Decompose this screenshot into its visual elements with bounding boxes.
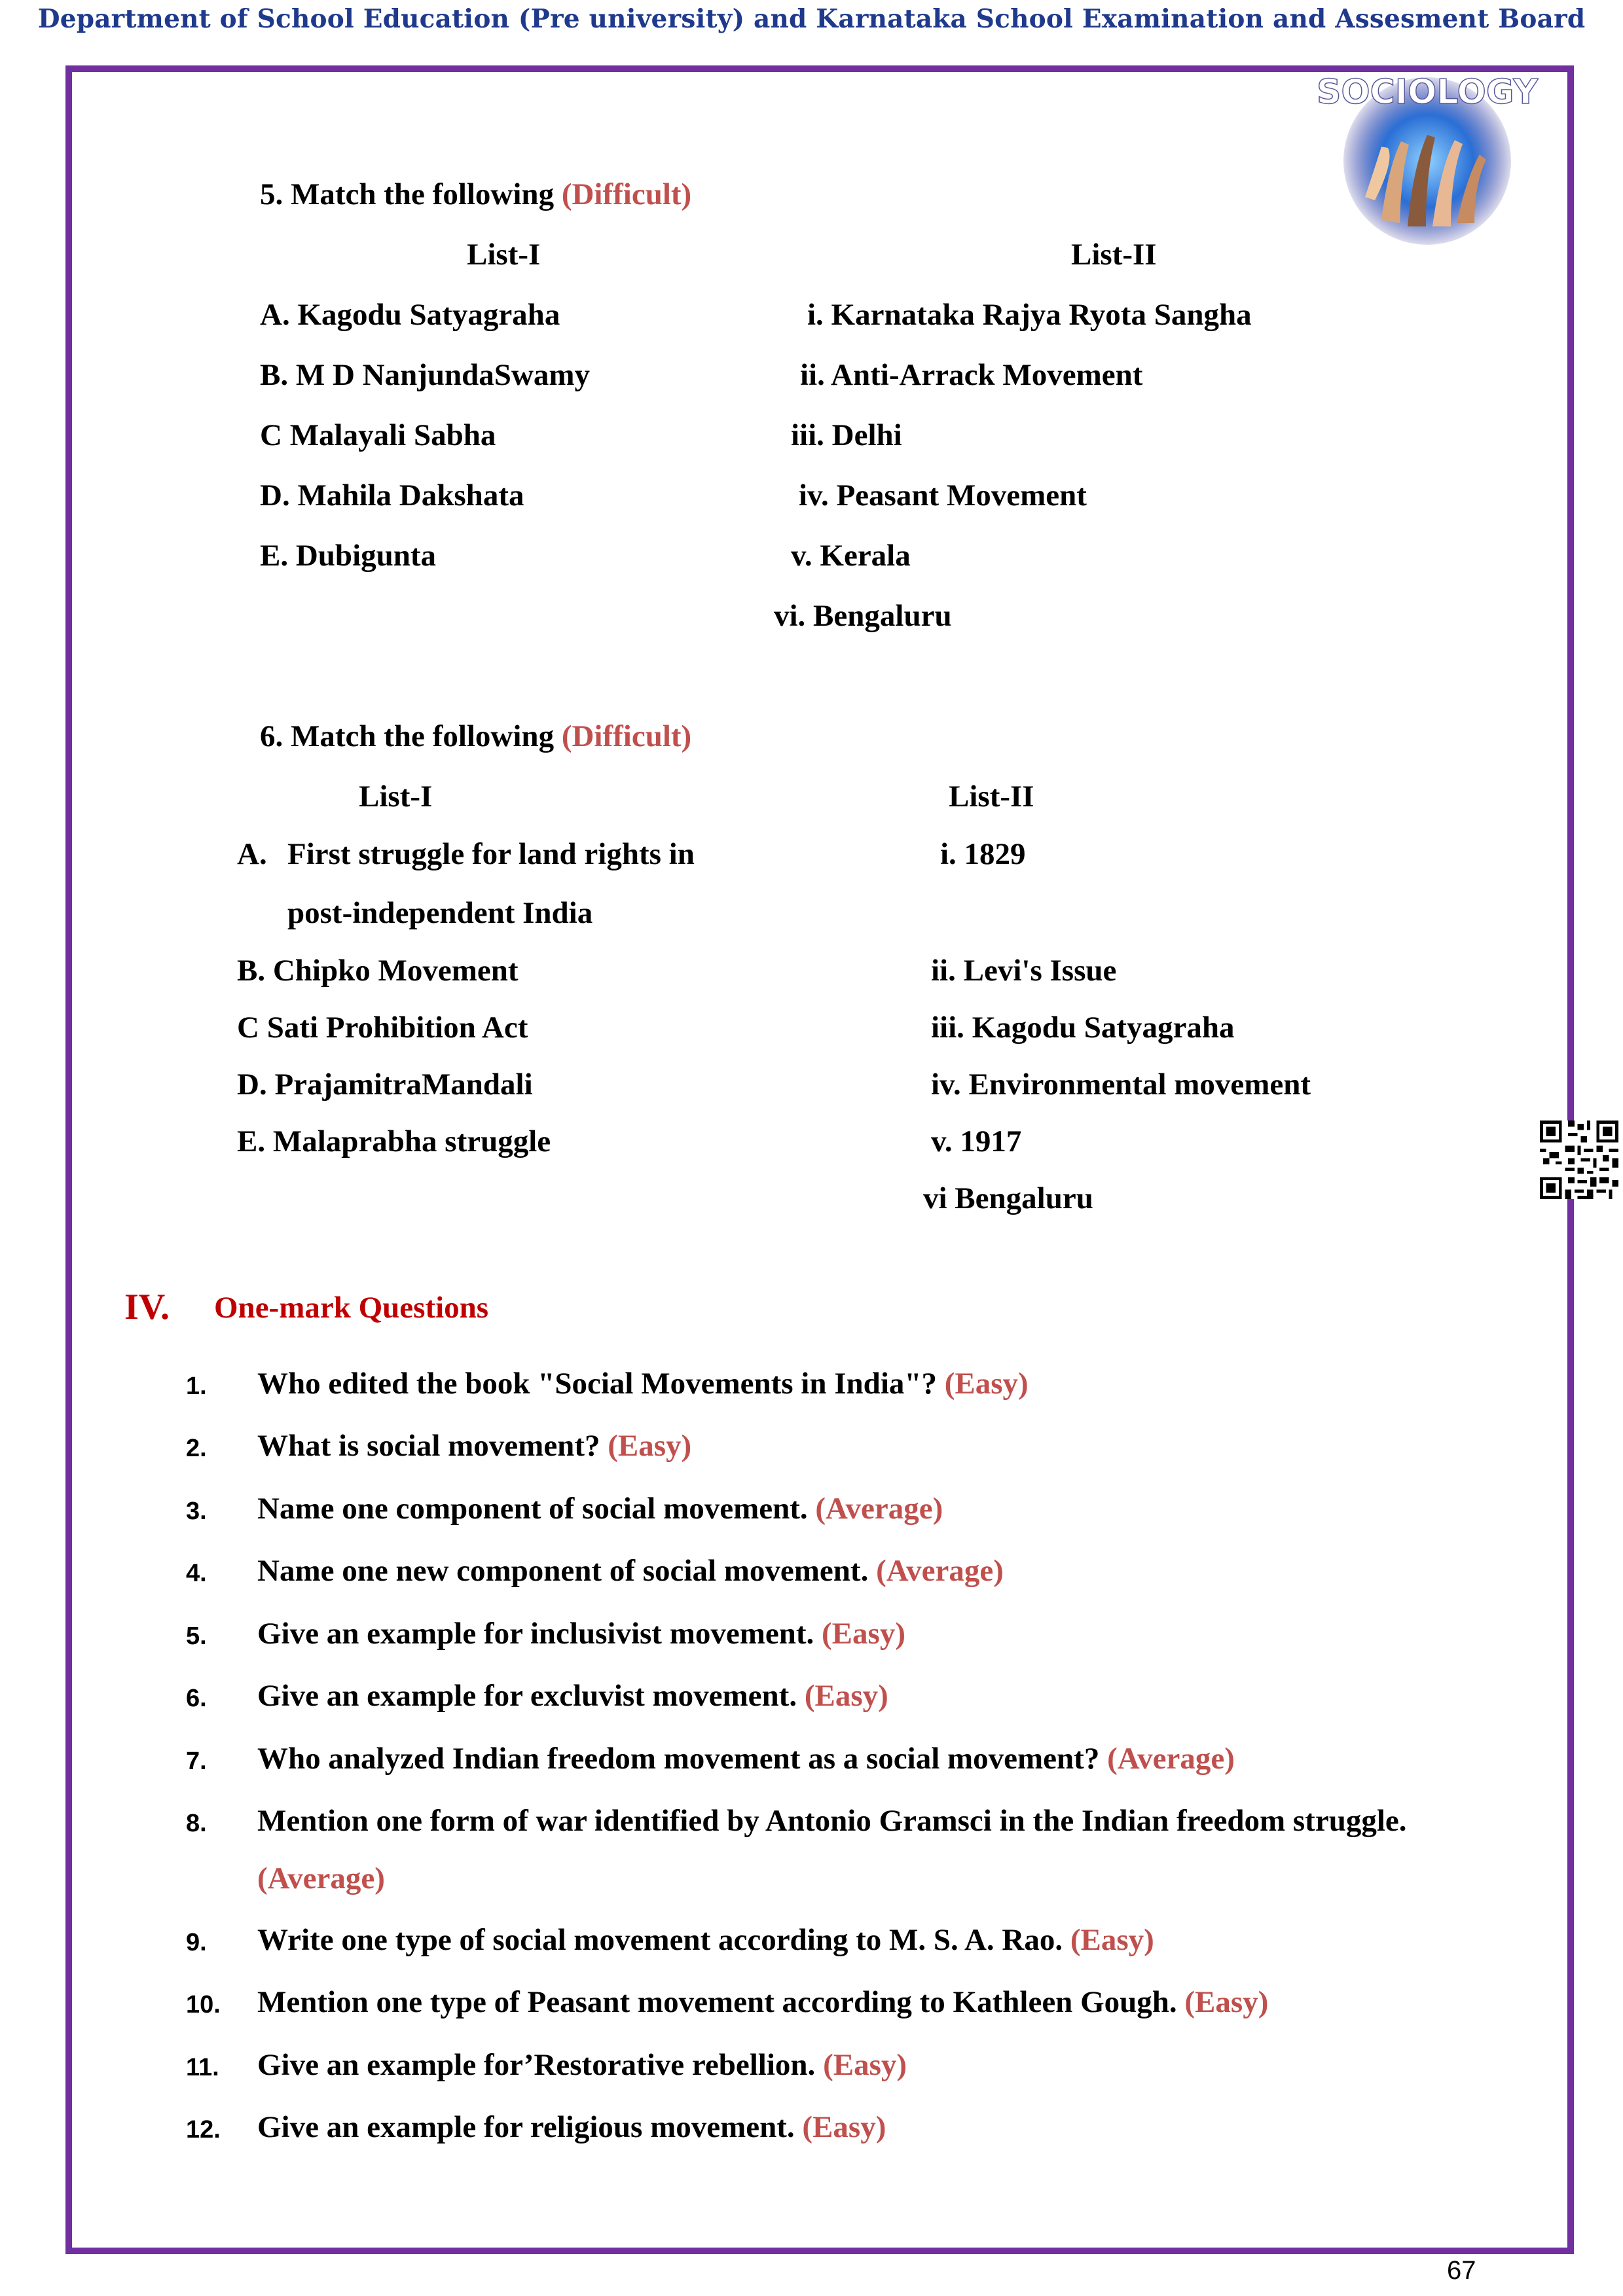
q5-list2-head: List-II <box>1071 238 1157 272</box>
page-number: 67 <box>1447 2256 1476 2285</box>
q6-list2-item: ii. Levi's Issue <box>931 954 1117 988</box>
logo-text: SOCIOLOGY <box>1316 73 1539 112</box>
q5-list1-item: A. Kagodu Satyagraha <box>260 298 560 332</box>
question-item: Mention one type of Peasant movement according to Kathleen Gough. (Easy) <box>257 1985 1269 2019</box>
question-number: 10. <box>186 1991 221 2018</box>
question-level: (Average) <box>257 1861 385 1895</box>
q5-list2-item: vi. Bengaluru <box>774 599 952 633</box>
q6-list2-head: List-II <box>949 780 1034 814</box>
question-item: Name one new component of social movement. (Average) <box>257 1554 1004 1588</box>
q5-list1-item: C Malayali Sabha <box>260 418 496 452</box>
q6-list1-item: B. Chipko Movement <box>237 954 519 988</box>
q6-list2-item: v. 1917 <box>931 1124 1022 1158</box>
q6-list2-item: i. 1829 <box>940 837 1026 871</box>
question-item: Give an example for excluvist movement. (Easy) <box>257 1679 888 1713</box>
question-item: Write one type of social movement according to M. S. A. Rao. (Easy) <box>257 1923 1154 1957</box>
q6-a-label: A. <box>237 837 267 871</box>
section-title: One-mark Questions <box>214 1291 489 1325</box>
question-number: 1. <box>186 1372 207 1400</box>
question-number: 8. <box>186 1810 207 1837</box>
q5-list2-item: ii. Anti-Arrack Movement <box>800 358 1143 392</box>
q5-list2-item: v. Kerala <box>791 539 911 573</box>
q5-list1-head: List-I <box>467 238 541 272</box>
question-number: 6. <box>186 1685 207 1712</box>
q6-list1-item: D. PrajamitraMandali <box>237 1067 533 1102</box>
question-number: 9. <box>186 1929 207 1956</box>
question-item: Name one component of social movement. (Average) <box>257 1492 943 1526</box>
hands-globe-logo <box>1316 69 1539 246</box>
q6-a-line2: post-independent India <box>287 896 593 930</box>
question-number: 3. <box>186 1498 207 1525</box>
q6-a-line1: First struggle for land rights in <box>287 837 695 871</box>
q6-list1-item: E. Malaprabha struggle <box>237 1124 551 1158</box>
q6-list2-item: iv. Environmental movement <box>931 1067 1311 1102</box>
q5-list1-item: B. M D NanjundaSwamy <box>260 358 591 392</box>
q5-list1-item: E. Dubigunta <box>260 539 437 573</box>
question-number: 11. <box>186 2054 219 2081</box>
question-item: What is social movement? (Easy) <box>257 1429 692 1463</box>
qr-code-icon <box>1540 1121 1618 1199</box>
question-number: 4. <box>186 1560 207 1587</box>
q5-list2-item: i. Karnataka Rajya Ryota Sangha <box>807 298 1252 332</box>
question-item: Give an example for’Restorative rebellion. (Easy) <box>257 2048 907 2082</box>
question-number: 7. <box>186 1748 207 1775</box>
q6-list1-head: List-I <box>359 780 433 814</box>
page-header: Department of School Education (Pre university) and Karnataka School Examination and Assesment Board <box>37 4 1586 34</box>
question-number: 5. <box>186 1623 207 1650</box>
question-item: Mention one form of war identified by Antonio Gramsci in the Indian freedom struggle. <box>257 1804 1407 1838</box>
q5-title: 5. Match the following (Difficult) <box>260 177 692 211</box>
question-number: 12. <box>186 2116 221 2144</box>
q6-list2-item: iii. Kagodu Satyagraha <box>931 1011 1235 1045</box>
q6-title: 6. Match the following (Difficult) <box>260 719 692 753</box>
q5-list2-item: iii. Delhi <box>791 418 902 452</box>
q5-list2-item: iv. Peasant Movement <box>799 478 1087 512</box>
question-item: Who edited the book "Social Movements in India"? (Easy) <box>257 1367 1029 1401</box>
question-item: Give an example for religious movement. (Easy) <box>257 2110 886 2144</box>
q6-list2-item: vi Bengaluru <box>923 1181 1093 1215</box>
q6-list1-item: C Sati Prohibition Act <box>237 1011 528 1045</box>
question-number: 2. <box>186 1435 207 1462</box>
question-item: Who analyzed Indian freedom movement as a social movement? (Average) <box>257 1742 1235 1776</box>
section-number: IV. <box>124 1287 170 1327</box>
question-item: Give an example for inclusivist movement. (Easy) <box>257 1617 905 1651</box>
q5-list1-item: D. Mahila Dakshata <box>260 478 524 512</box>
